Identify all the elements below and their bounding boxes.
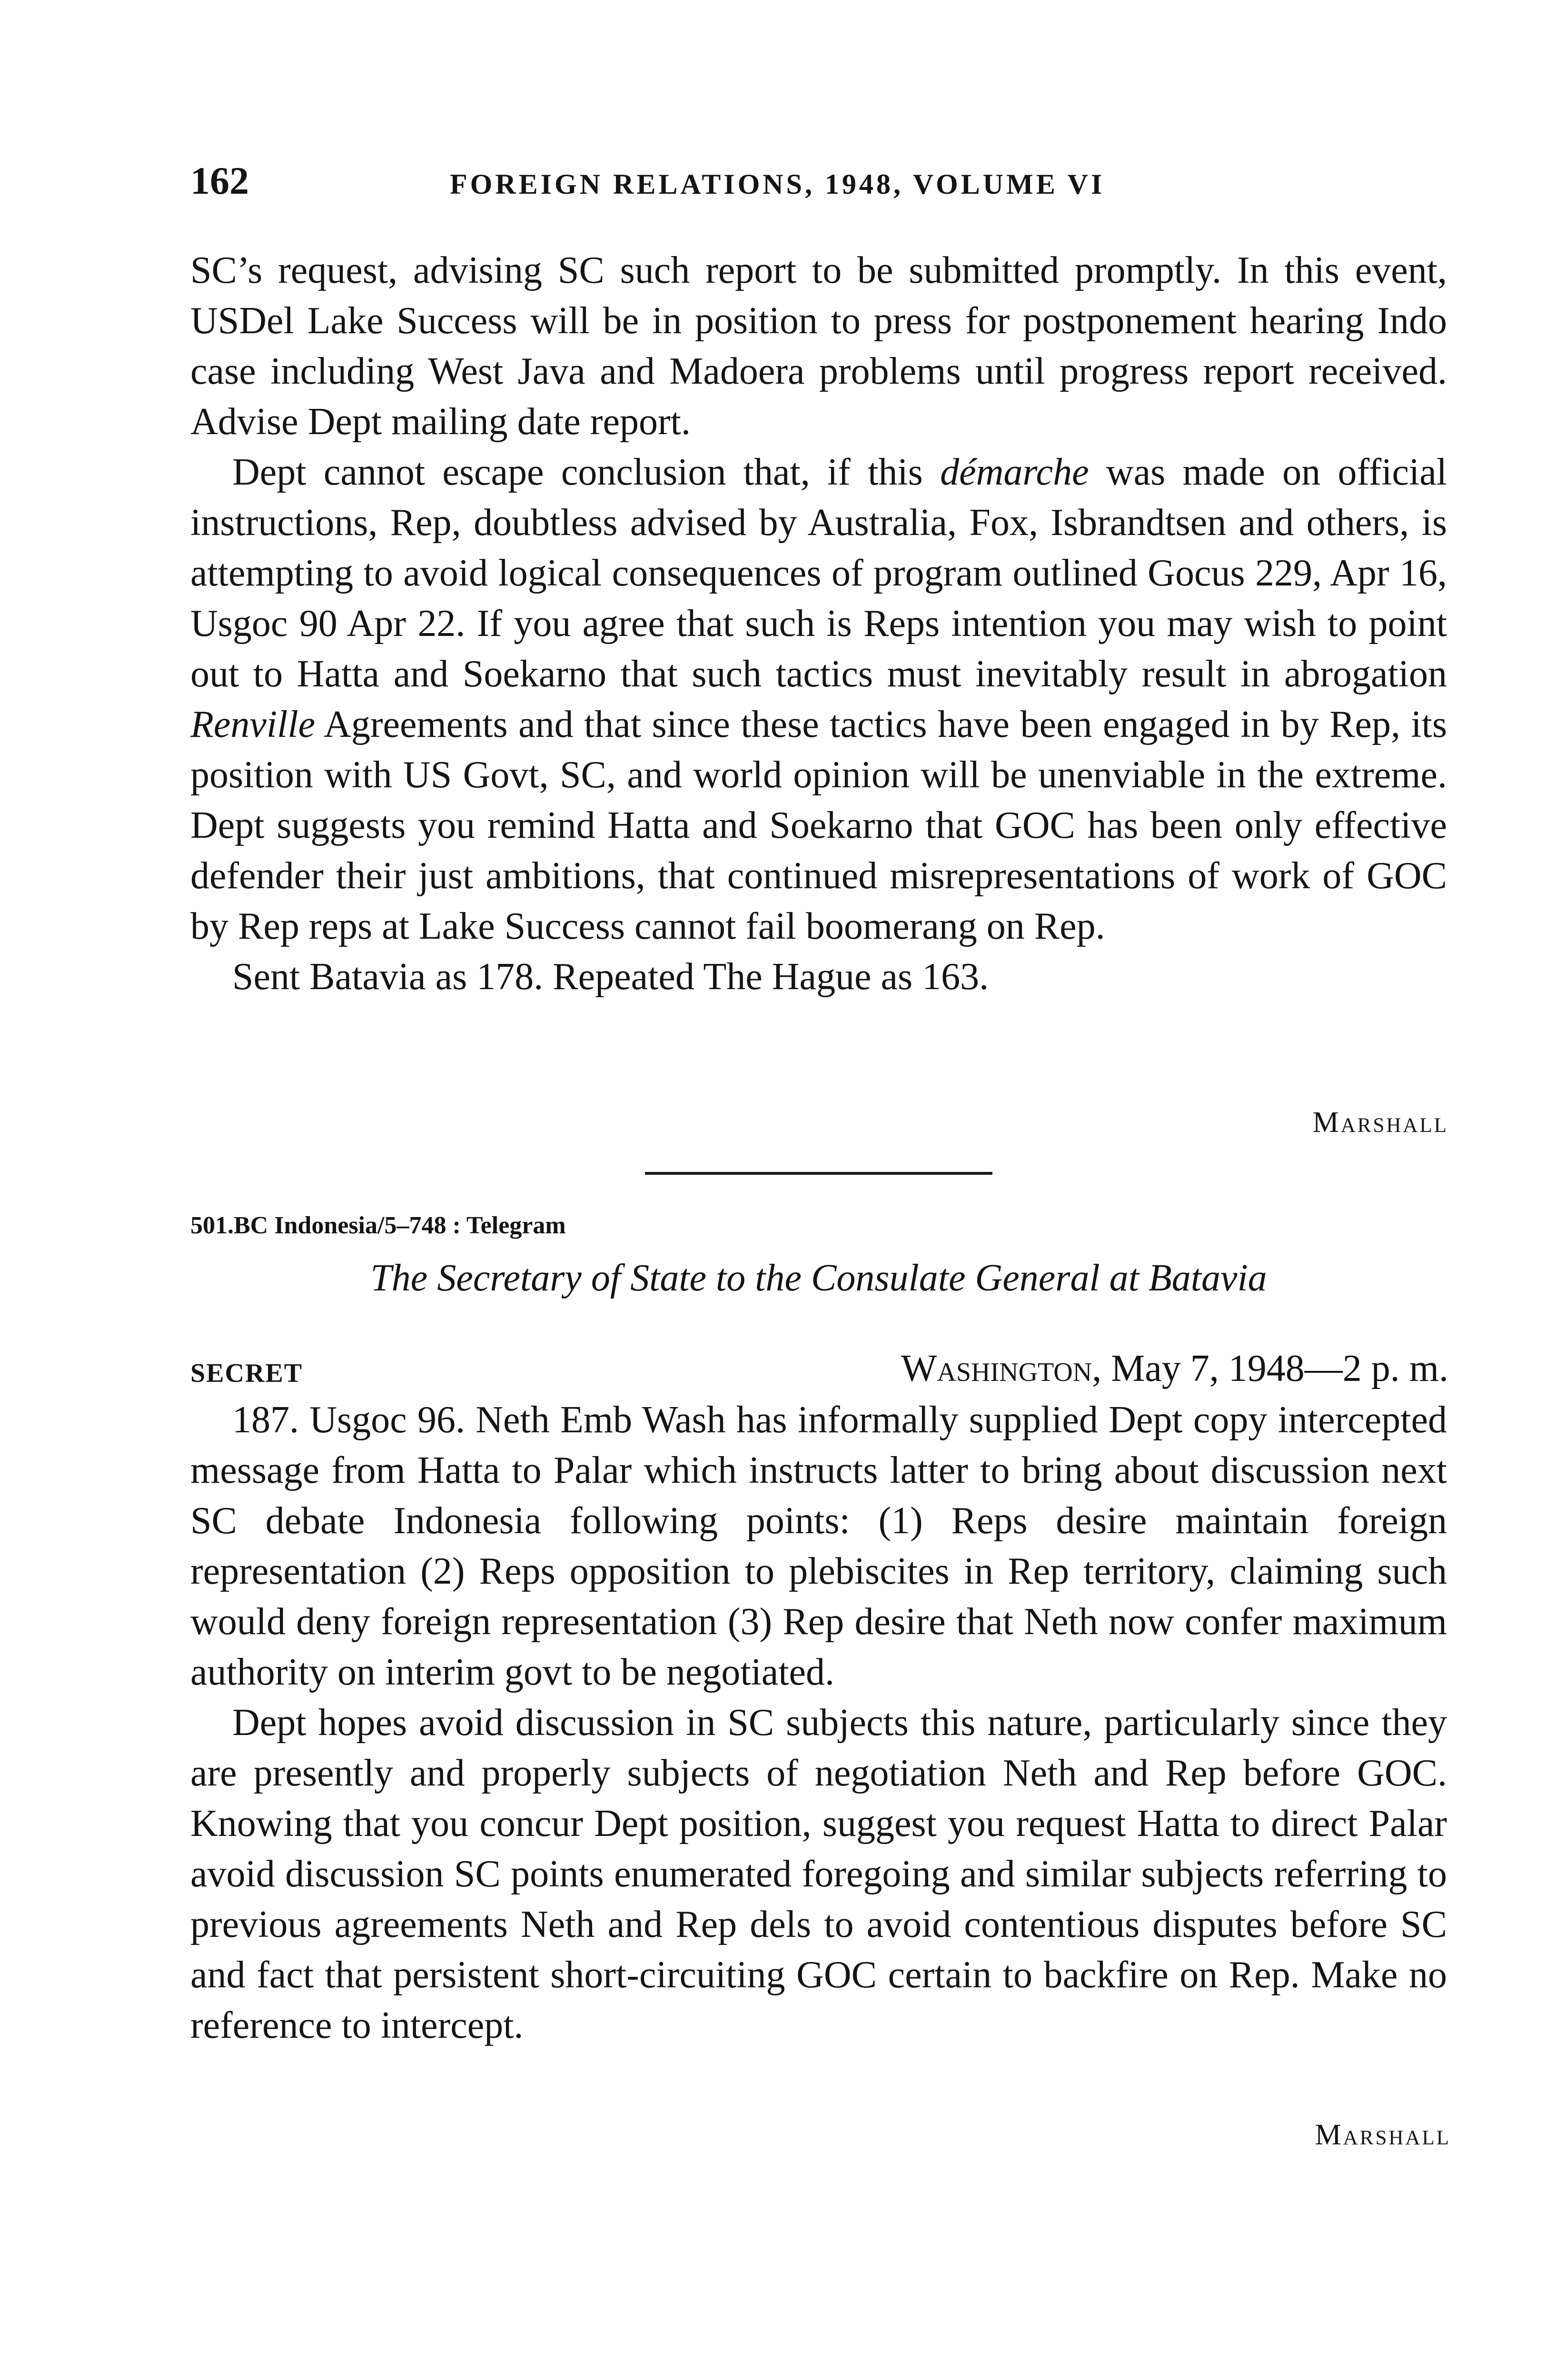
file-reference: 501.BC Indonesia/5–748 : Telegram <box>190 1212 566 1239</box>
telegram-187-paragraph-1: 187. Usgoc 96. Neth Emb Wash has informally supplied Dept copy intercepted message from Hatta to Palar which instructs latter to bring about discussion next SC debate Indonesia following points: (1) Reps desire maintain foreign representation (2) Reps opposition to plebiscites in Rep territory, claiming such would deny foreign representation (3) Rep desire that Neth now confer maximum authority on interim govt to be negotiated. <box>190 1399 1447 1693</box>
running-title: FOREIGN RELATIONS, 1948, VOLUME VI <box>450 169 1105 200</box>
telegram-178-paragraph-3: Sent Batavia as 178. Repeated The Hague as 163. <box>232 956 989 998</box>
section-divider <box>645 1172 992 1175</box>
paragraph-2-text-b: was made on official instructions, Rep, doubtless advised by Australia, Fox, Isbrandtsen and others, is attempting to avoid logical consequences of program outlined Gocus 229, Apr 16, Usgoc 90 Apr 22. If you agree that such is Reps intention you may wish to point out to Hatta and Soekarno that such tactics must inevitably result in abrogation <box>190 451 1447 695</box>
paragraph-2-text-a: Dept cannot escape conclusion that, if this <box>232 451 941 493</box>
telegram-178-body <box>190 245 1447 1002</box>
dateline <box>901 1345 1448 1392</box>
telegram-178-signature: Marshall <box>1312 1106 1448 1139</box>
classification-label: SECRET <box>190 1359 303 1388</box>
telegram-187-paragraph-2: Dept hopes avoid discussion in SC subjects this nature, particularly since they are presently and properly subjects of negotiation Neth and Rep before GOC. Knowing that you concur Dept position, suggest you request Hatta to direct Palar avoid discussion SC points enumerated foregoing and similar subjects referring to previous agreements Neth and Rep dels to avoid contentious disputes before SC and fact that persistent short-circuiting GOC certain to backfire on Rep. Make no reference to intercept. <box>190 1702 1447 2046</box>
document-title: The Secretary of State to the Consulate General at Batavia <box>370 1257 1267 1299</box>
dateline-date: May 7, 1948—2 p. m. <box>1101 1348 1448 1389</box>
telegram-187-body <box>190 1395 1447 2051</box>
renville-term: Renville <box>190 704 316 745</box>
telegram-178-paragraph-1: SC’s request, advising SC such report to be submitted promptly. In this event, USDel Lake Success will be in position to press for postponement hearing Indo case including West Java and Madoera problems until progress report received. Advise Dept mailing date report. <box>190 249 1447 443</box>
paragraph-2-text-c: Agreements and that since these tactics have been engaged in by Rep, its position with US Govt, SC, and world opinion will be unenviable in the extreme. Dept suggests you remind Hatta and Soekarno that GOC has been only effective defender their just ambitions, that continued misrepresentations of work of GOC by Rep reps at Lake Success cannot fail boomerang on Rep. <box>190 704 1447 947</box>
dateline-place: Washington, <box>901 1348 1102 1389</box>
telegram-178-paragraph-2 <box>190 447 1447 952</box>
running-head <box>190 157 1457 214</box>
demarche-term: démarche <box>940 451 1089 493</box>
page-number: 162 <box>190 159 249 202</box>
telegram-187-signature: Marshall <box>1315 2119 1451 2151</box>
